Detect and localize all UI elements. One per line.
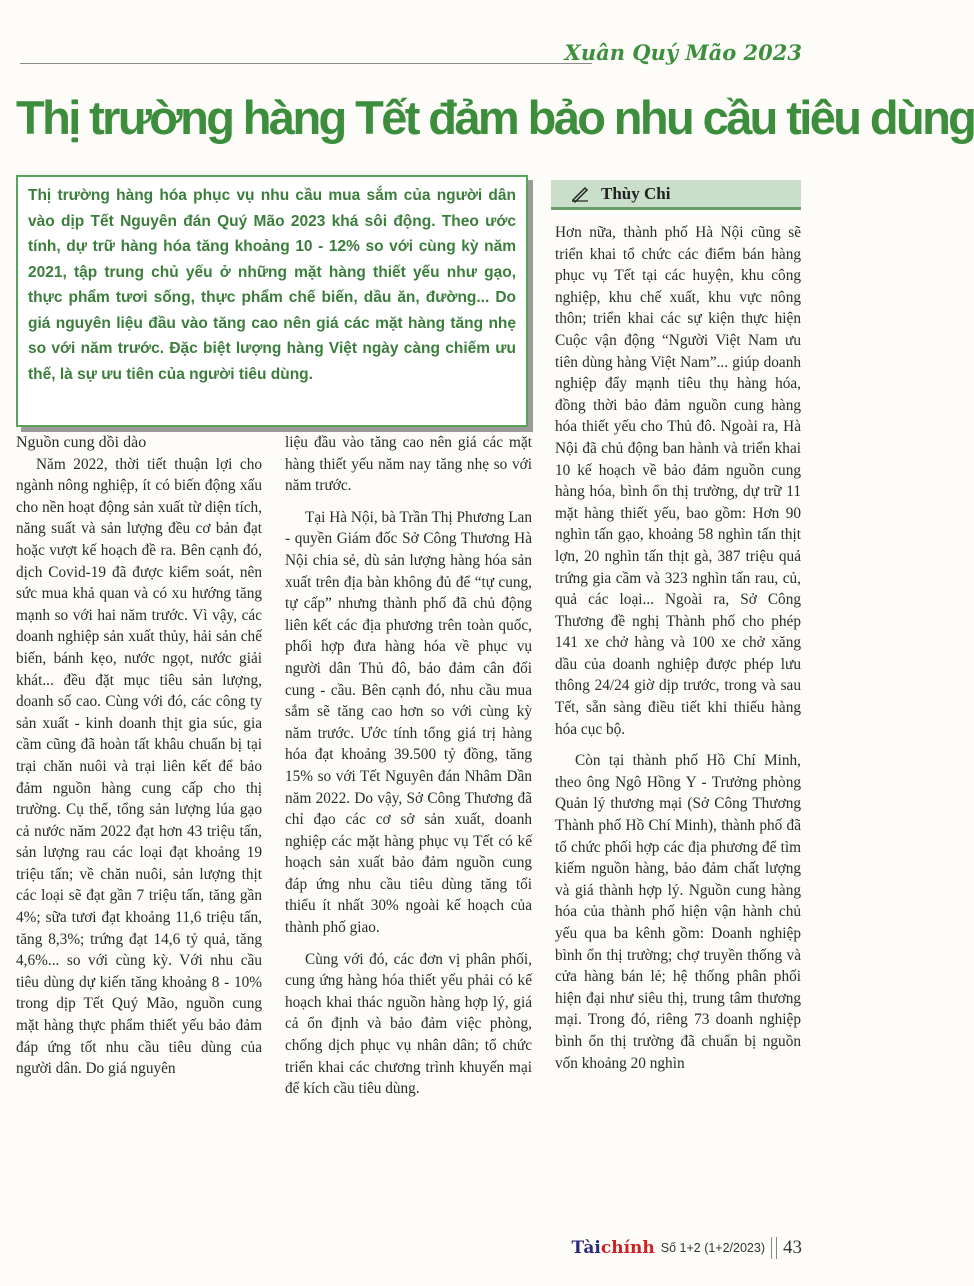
issue-number: Số 1+2 (1+2/2023) [660, 1241, 765, 1255]
column-3 [555, 222, 801, 1074]
paragraph: Năm 2022, thời tiết thuận lợi cho ngành nông nghiệp, ít có biến động xấu cho nền hoạt động sản xuất từ diện tích, năng suất và sản lượng đều cơ bản đạt hoặc vượt kế hoạch đề ra. Bên cạnh đó, dịch Covid-19 đã được kiểm soát, nên sức mua khả quan và có xu hướng tăng mạnh so với hai năm trước. Vì vậy, các doanh nghiệp sản xuất thủy, hải sản chế biến, bánh kẹo, nước ngọt, nước giải khát... đều đặt mục tiêu sản lượng, doanh số cao. Cùng với đó, các công ty sản xuất - kinh doanh thịt gia súc, gia cầm cũng đã hoàn tất khâu chuẩn bị tại trại chăn nuôi và trại liên kết để bảo đảm nguồn hàng cung cấp cho thị trường. Cụ thể, tổng sản lượng lúa gạo cả nước năm 2022 đạt hơn 43 triệu tấn, sản lượng rau các loại đạt khoảng 19 triệu tấn; về chăn nuôi, sản lượng thịt các loại sẽ đạt gần 7 triệu tấn, tăng gần 4%; sữa tươi đạt khoảng 11,6 triệu tấn, tăng 8,3%; trứng đạt 14,6 tỷ quả, tăng 4,6%... so với cùng kỳ. Với nhu cầu tiêu dùng dự kiến tăng khoảng 8 - 10% trong dịp Tết Quý Mão, nguồn cung mặt hàng thực phẩm thiết yếu bảo đảm đáp ứng tốt nhu cầu tiêu dùng của người dân. Do giá nguyên [16, 455, 262, 1078]
paragraph: Còn tại thành phố Hồ Chí Minh, theo ông Ngô Hồng Y - Trưởng phòng Quản lý thương mại (Sở Công Thương Thành phố Hồ Chí Minh), thành phố đã tổ chức phối hợp các địa phương để tìm kiếm nguồn hàng, bảo đảm chất lượng và giá thành hợp lý. Nguồn cung hàng hóa của thành phố hiện vận hành chủ yếu qua ba kênh gồm: Doanh nghiệp bình ổn thị trường; chợ truyền thống và cửa hàng bán lẻ; hệ thống phân phối hiện đại như siêu thị, trung tâm thương mại. Trong đó, riêng 73 doanh nghiệp bình ổn thị trường đã chuẩn bị nguồn vốn khoảng 20 nghìn [555, 752, 801, 1072]
author-name: Thùy Chi [601, 183, 671, 203]
lead-box: Thị trường hàng hóa phục vụ nhu cầu mua sắm của người dân vào dịp Tết Nguyên đán Quý Mão 2023 khá sôi động. Theo ước tính, dự trữ hàng hóa tăng khoảng 10 - 12% so với cùng kỳ năm 2021, tập trung chủ yếu ở những mặt hàng thiết yếu như gạo, thực phẩm tươi sống, thực phẩm chế biến, dầu ăn, đường... Do giá nguyên liệu đầu vào tăng cao nên giá các mặt hàng tăng nhẹ so với năm trước. Đặc biệt lượng hàng Việt ngày càng chiếm ưu thế, là sự ưu tiên của người tiêu dùng. [16, 175, 528, 427]
section-heading: Nguồn cung dồi dào [16, 434, 147, 451]
paragraph: Hơn nữa, thành phố Hà Nội cũng sẽ triển khai tổ chức các điểm bán hàng phục vụ Tết tại các huyện, khu công nghiệp, khu chế xuất, khu vực nông thôn; triển khai các sự kiện thực hiện Cuộc vận động “Người Việt Nam ưu tiên dùng hàng Việt Nam”... giúp doanh nghiệp đẩy mạnh tiêu thụ hàng hóa, đồng thời bảo đảm nguồn cung hàng hóa thiết yếu cho Thủ đô. Ngoài ra, Hà Nội đã chủ động ban hành và triển khai 10 kế hoạch về bảo đảm nguồn cung hàng hóa, bình ổn thị trường, dự trữ 11 mặt hàng thiết yếu, bao gồm: Hơn 90 nghìn tấn gạo, khoảng 58 nghìn tấn thịt lợn, 20 nghìn tấn thịt gà, 387 triệu quả trứng gia cầm và 323 nghìn tấn rau, củ, quả các loại... Ngoài ra, Sở Công Thương đề nghị Thành phố cho phép 141 xe chở hàng và 100 xe chở xăng dầu của doanh nghiệp được phép lưu thông 24/24 giờ dịp trước, trong và sau Tết, sẵn sàng điều tiết khi thiếu hàng hóa cục bộ. [555, 224, 801, 738]
column-2 [285, 432, 532, 1100]
paragraph: Tại Hà Nội, bà Trần Thị Phương Lan - quyền Giám đốc Sở Công Thương Hà Nội chia sẻ, dù sản lượng hàng hóa sản xuất trên địa bàn không đủ để “tự cung, tự cấp” nhưng thành phố đã chủ động liên kết các địa phương trên toàn quốc, phối hợp đưa hàng hóa về phục vụ người dân Thủ đô, bảo đảm cân đối cung - cầu. Bên cạnh đó, nhu cầu mua sắm sẽ tăng cao hơn so với cùng kỳ năm trước. Ước tính tổng giá trị hàng hóa đạt khoảng 39.500 tỷ đồng, tăng 15% so với Tết Nguyên đán Nhâm Dần năm 2022. Do vậy, Sở Công Thương đã chỉ đạo các cơ sở sản xuất, doanh nghiệp các mặt hàng phục vụ Tết có kế hoạch sản xuất bảo đảm nguồn cung đáp ứng nhu cầu tiêu dùng tăng tối thiểu ít nhất 30% ngoài kế hoạch của thành phố giao. [285, 508, 532, 937]
issue-label: Xuân Quý Mão 2023 [564, 40, 802, 65]
paragraph: liệu đầu vào tăng cao nên giá các mặt hàng thiết yếu năm nay tăng nhẹ so với năm trước. [285, 434, 532, 495]
header-rule [20, 63, 592, 64]
magazine-logo: Tàichính [571, 1238, 655, 1258]
article-title: Thị trường hàng Tết đảm bảo nhu cầu tiêu dùng [16, 91, 974, 144]
pen-icon [571, 186, 589, 202]
column-1 [16, 432, 262, 1080]
paragraph: Cùng với đó, các đơn vị phân phối, cung ứng hàng hóa thiết yếu phải có kế hoạch khai thác nguồn hàng hợp lý, giá cả ổn định và bảo đảm việc phòng, chống dịch phục vụ nhân dân; tổ chức triển khai các chương trình khuyến mại để kích cầu tiêu dùng. [285, 950, 532, 1098]
page-number: 43 [783, 1237, 802, 1258]
page-footer [572, 1237, 802, 1259]
footer-divider [771, 1237, 777, 1259]
author-bar [551, 180, 801, 210]
